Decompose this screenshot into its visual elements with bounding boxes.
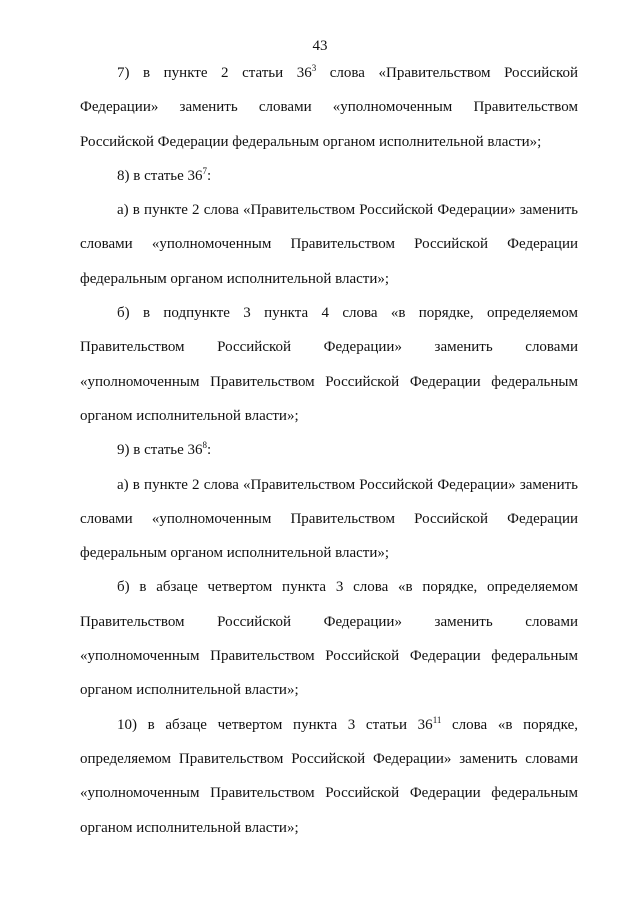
superscript-index: 11	[432, 714, 442, 725]
paragraph-text: б) в абзаце четвертом пункта 3 слова «в порядке, определяемом Правительством Российской Федерации» заменить словами «уполномоченным Правительством Российской Федерации федеральным органом исполнительной власти»;	[80, 579, 578, 699]
page-number: 43	[312, 38, 328, 54]
document-body	[80, 56, 578, 845]
paragraph-item-8a	[80, 193, 578, 296]
paragraph-item-10	[80, 708, 578, 845]
paragraph-item-9	[80, 433, 578, 467]
paragraph-text-continued: слова «Правительством Российской Федерации» заменить словами «уполномоченным Правительством Российской Федерации федеральным органом исполнительной власти»;	[80, 65, 578, 150]
superscript-index: 7	[202, 165, 208, 176]
paragraph-text: 10) в абзаце четвертом пункта 3 статьи 36	[117, 716, 433, 733]
paragraph-text: 9) в статье 36	[117, 442, 203, 459]
paragraph-item-9b	[80, 570, 578, 707]
paragraph-item-9a	[80, 468, 578, 571]
paragraph-text: а) в пункте 2 слова «Правительством Российской Федерации» заменить словами «уполномоченным Правительством Российской Федерации федеральным органом исполнительной власти»;	[80, 476, 578, 562]
paragraph-text-continued: :	[207, 442, 212, 459]
paragraph-text-continued: слова «в порядке, определяемом Правительством Российской Федерации» заменить словами «уполномоченным Правительством Российской Федерации федеральным органом исполнительной власти»;	[80, 716, 578, 836]
superscript-index: 8	[202, 440, 208, 451]
paragraph-item-7	[80, 56, 578, 159]
paragraph-text: а) в пункте 2 слова «Правительством Российской Федерации» заменить словами «уполномоченным Правительством Российской Федерации федеральным органом исполнительной власти»;	[80, 202, 578, 287]
paragraph-text: б) в подпункте 3 пункта 4 слова «в порядке, определяемом Правительством Российской Федерации» заменить словами «уполномоченным Правительством Российской Федерации федеральным органом исполнительной власти»;	[80, 305, 578, 424]
paragraph-text: 7) в пункте 2 статьи 36	[117, 65, 312, 81]
superscript-index: 3	[311, 63, 317, 73]
paragraph-text-continued: :	[207, 167, 212, 184]
paragraph-item-8	[80, 159, 578, 193]
paragraph-text: 8) в статье 36	[117, 167, 203, 184]
paragraph-item-8b	[80, 296, 578, 433]
